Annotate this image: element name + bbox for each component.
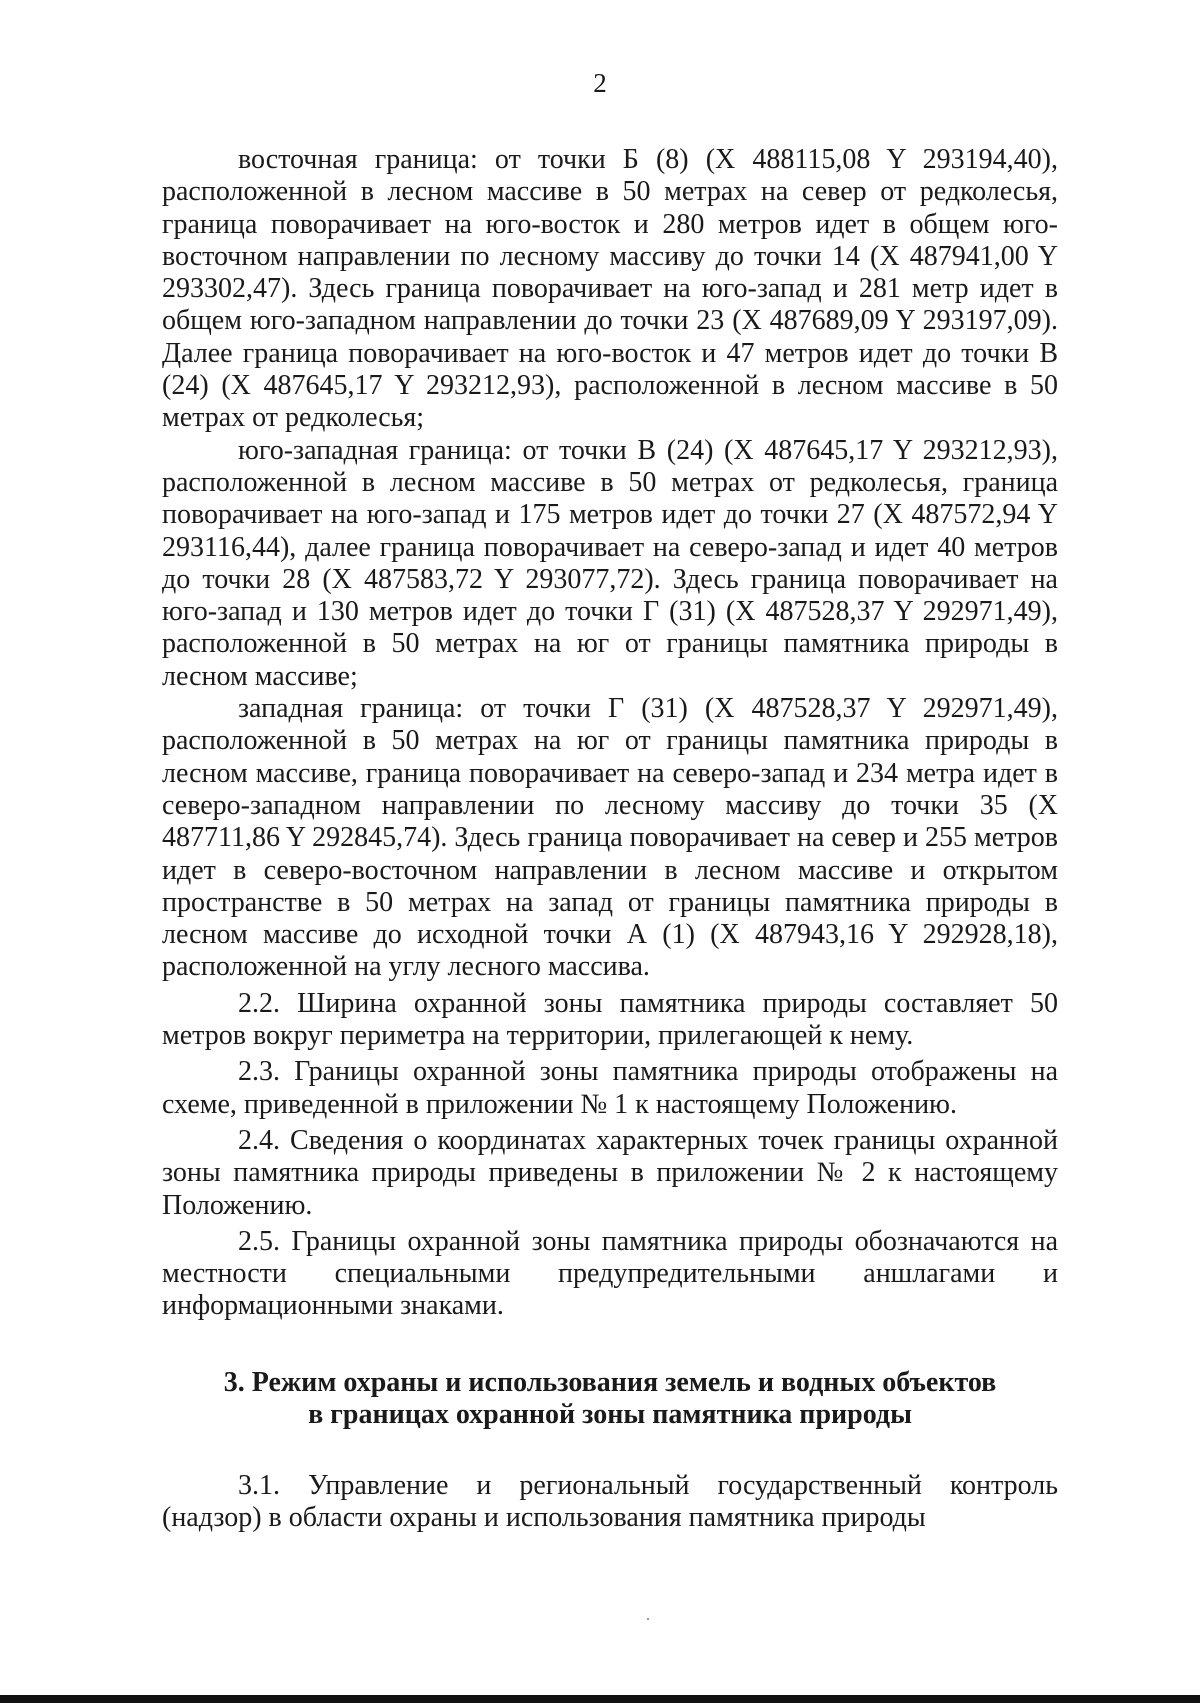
page-number: 2 bbox=[593, 68, 607, 98]
scan-edge-line bbox=[0, 1695, 1200, 1703]
scan-speck bbox=[647, 1618, 649, 1620]
section-3-heading-line-2: в границах охранной зоны памятника природы bbox=[308, 1399, 912, 1431]
paragraph-2-5: 2.5. Границы охранной зоны памятника природы обозначаются на местности специальными предупредительными аншлагами и информационными знаками. bbox=[162, 1225, 1058, 1322]
document-body bbox=[162, 144, 1058, 1534]
paragraph-east-border: восточная граница: от точки Б (8) (X 488115,08 Y 293194,40), расположенной в лесном массиве в 50 метрах на север от редколесья, граница поворачивает на юго-восток и 280 метров идет в общем юго-восточном направлении по лесному массиву до точки 14 (X 487941,00 Y 293302,47). Здесь граница поворачивает на юго-запад и 281 метр идет в общем юго-западном направлении до точки 23 (X 487689,09 Y 293197,09). Далее граница поворачивает на юго-восток и 47 метров идет до точки В (24) (X 487645,17 Y 293212,93), расположенной в лесном массиве в 50 метрах от редколесья; bbox=[162, 144, 1058, 434]
paragraph-2-2: 2.2. Ширина охранной зоны памятника природы составляет 50 метров вокруг периметра на территории, прилегающей к нему. bbox=[162, 987, 1058, 1052]
section-3-heading bbox=[162, 1367, 1058, 1432]
paragraph-southwest-border: юго-западная граница: от точки В (24) (X 487645,17 Y 293212,93), расположенной в лесном массиве в 50 метрах от редколесья, граница поворачивает на юго-запад и 175 метров идет до точки 27 (X 487572,94 Y 293116,44), далее граница поворачивает на северо-запад и идет 40 метров до точки 28 (X 487583,72 Y 293077,72). Здесь граница поворачивает на юго-запад и 130 метров идет до точки Г (31) (X 487528,37 Y 292971,49), расположенной в 50 метрах на юг от границы памятника природы в лесном массиве; bbox=[162, 434, 1058, 692]
paragraph-west-border: западная граница: от точки Г (31) (X 487528,37 Y 292971,49), расположенной в 50 метрах на юг от границы памятника природы в лесном массиве, граница поворачивает на северо-запад и 234 метра идет в северо-западном направлении по лесному массиву до точки 35 (X 487711,86 Y 292845,74). Здесь граница поворачивает на север и 255 метров идет в северо-восточном направлении в лесном массиве и открытом пространстве в 50 метрах на запад от границы памятника природы в лесном массиве до исходной точки А (1) (X 487943,16 Y 292928,18), расположенной на углу лесного массива. bbox=[162, 693, 1058, 983]
paragraph-3-1: 3.1. Управление и региональный государственный контроль (надзор) в области охраны и использования памятника природы bbox=[162, 1469, 1058, 1533]
paragraph-2-4: 2.4. Сведения о координатах характерных точек границы охранной зоны памятника природы приведены в приложении № 2 к настоящему Положению. bbox=[162, 1124, 1058, 1221]
section-3-heading-line-1: 3. Режим охраны и использования земель и водных объектов bbox=[223, 1366, 997, 1398]
paragraph-2-3: 2.3. Границы охранной зоны памятника природы отображены на схеме, приведенной в приложении № 1 к настоящему Положению. bbox=[162, 1056, 1058, 1120]
